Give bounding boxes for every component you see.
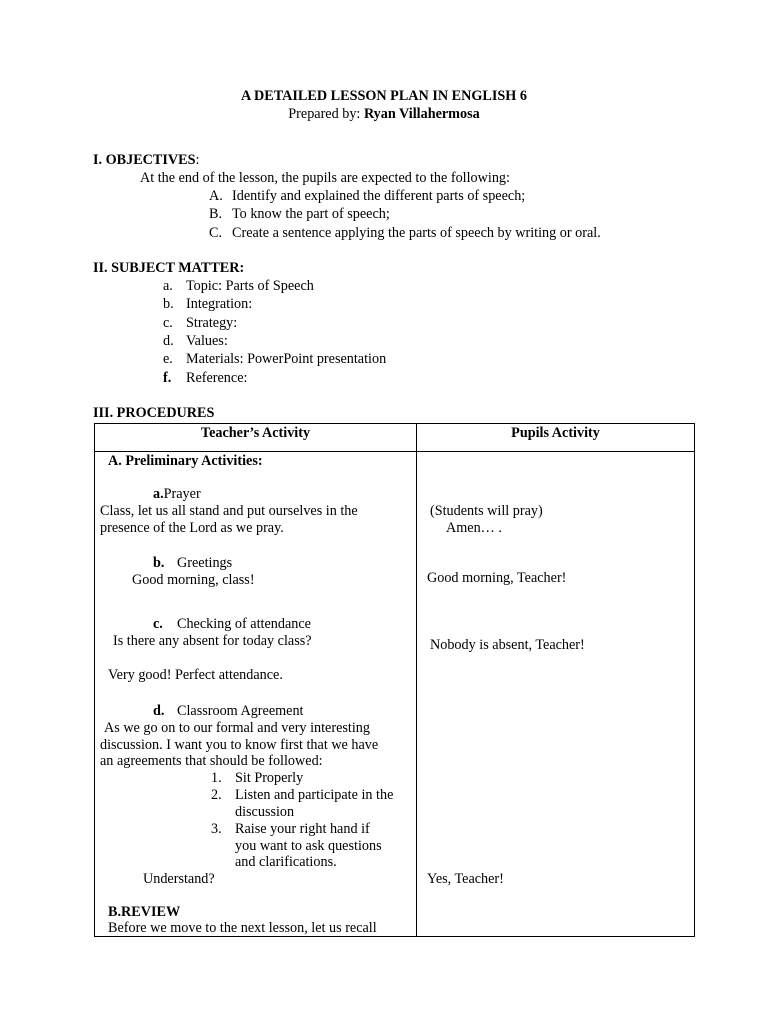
agreement-text: As we go on to our formal and very interesting xyxy=(104,720,370,736)
rule-text: Raise your right hand if xyxy=(235,821,370,837)
pupils-pray: (Students will pray) xyxy=(430,503,543,519)
objective-marker: B. xyxy=(209,206,223,222)
agreement-heading: Classroom Agreement xyxy=(177,703,304,719)
subject-marker: e. xyxy=(163,351,173,367)
subject-item: Topic: Parts of Speech xyxy=(186,278,314,294)
pupils-column-header: Pupils Activity xyxy=(417,424,695,452)
objective-item: Create a sentence applying the parts of speech by writing or oral. xyxy=(232,225,601,241)
agreement-marker: d. xyxy=(153,703,165,719)
prepared-by-label: Prepared by: xyxy=(288,106,361,122)
rule-marker: 1. xyxy=(211,770,222,786)
attendance-marker: c. xyxy=(153,616,163,632)
understand-question: Understand? xyxy=(143,871,215,887)
procedures-heading: III. PROCEDURES xyxy=(93,405,215,421)
attendance-heading: Checking of attendance xyxy=(177,616,311,632)
greetings-text: Good morning, class! xyxy=(132,572,255,588)
subject-item: Integration: xyxy=(186,296,253,312)
objective-item: To know the part of speech; xyxy=(232,206,390,222)
objective-marker: C. xyxy=(209,225,223,241)
agreement-text: an agreements that should be followed: xyxy=(100,753,323,769)
pupils-greeting: Good morning, Teacher! xyxy=(427,570,567,586)
subject-item: Values: xyxy=(186,333,228,349)
review-text: Before we move to the next lesson, let us recall xyxy=(108,920,377,936)
rule-text: discussion xyxy=(235,804,295,820)
rule-text: you want to ask questions xyxy=(235,838,382,854)
agreement-text: discussion. I want you to know first that we have xyxy=(100,737,379,753)
prayer-text: Class, let us all stand and put ourselves in the xyxy=(100,503,358,519)
subject-marker: a. xyxy=(163,278,173,294)
prepared-by xyxy=(0,106,768,123)
prayer-text: presence of the Lord as we pray. xyxy=(100,520,284,536)
rule-marker: 3. xyxy=(211,821,222,837)
subject-matter-heading: II. SUBJECT MATTER: xyxy=(93,260,245,276)
objective-marker: A. xyxy=(209,188,223,204)
table-row xyxy=(95,452,695,937)
document-title: A DETAILED LESSON PLAN IN ENGLISH 6 xyxy=(241,88,527,104)
greetings-heading: Greetings xyxy=(177,555,233,571)
subject-marker: c. xyxy=(163,315,173,331)
subject-item: Materials: PowerPoint presentation xyxy=(186,351,387,367)
objective-item: Identify and explained the different parts of speech; xyxy=(232,188,526,204)
procedures-table xyxy=(94,423,695,937)
subject-marker: d. xyxy=(163,333,174,349)
prayer-heading: a.Prayer xyxy=(153,486,201,502)
review-heading: B.REVIEW xyxy=(108,904,181,920)
objectives-heading: I. OBJECTIVES: xyxy=(93,152,200,168)
pupils-amen: Amen… . xyxy=(446,520,502,536)
attendance-praise: Very good! Perfect attendance. xyxy=(108,667,283,683)
rule-marker: 2. xyxy=(211,787,222,803)
subject-marker: f. xyxy=(163,370,172,386)
rule-text: Sit Properly xyxy=(235,770,304,786)
pupils-activity-cell xyxy=(417,452,695,937)
teacher-activity-cell xyxy=(95,452,417,937)
preliminary-heading: A. Preliminary Activities: xyxy=(108,453,263,469)
subject-marker: b. xyxy=(163,296,174,312)
rule-text: Listen and participate in the xyxy=(235,787,394,803)
greetings-marker: b. xyxy=(153,555,165,571)
objectives-intro: At the end of the lesson, the pupils are expected to the following: xyxy=(140,170,510,186)
pupils-attendance: Nobody is absent, Teacher! xyxy=(430,637,585,653)
author-name: Ryan Villahermosa xyxy=(363,106,480,122)
attendance-question: Is there any absent for today class? xyxy=(113,633,312,649)
pupils-understand: Yes, Teacher! xyxy=(427,871,504,887)
subject-item: Strategy: xyxy=(186,315,238,331)
rule-text: and clarifications. xyxy=(235,854,337,870)
teacher-column-header: Teacher’s Activity xyxy=(95,424,417,452)
table-header-row xyxy=(95,424,695,452)
subject-item: Reference: xyxy=(186,370,248,386)
